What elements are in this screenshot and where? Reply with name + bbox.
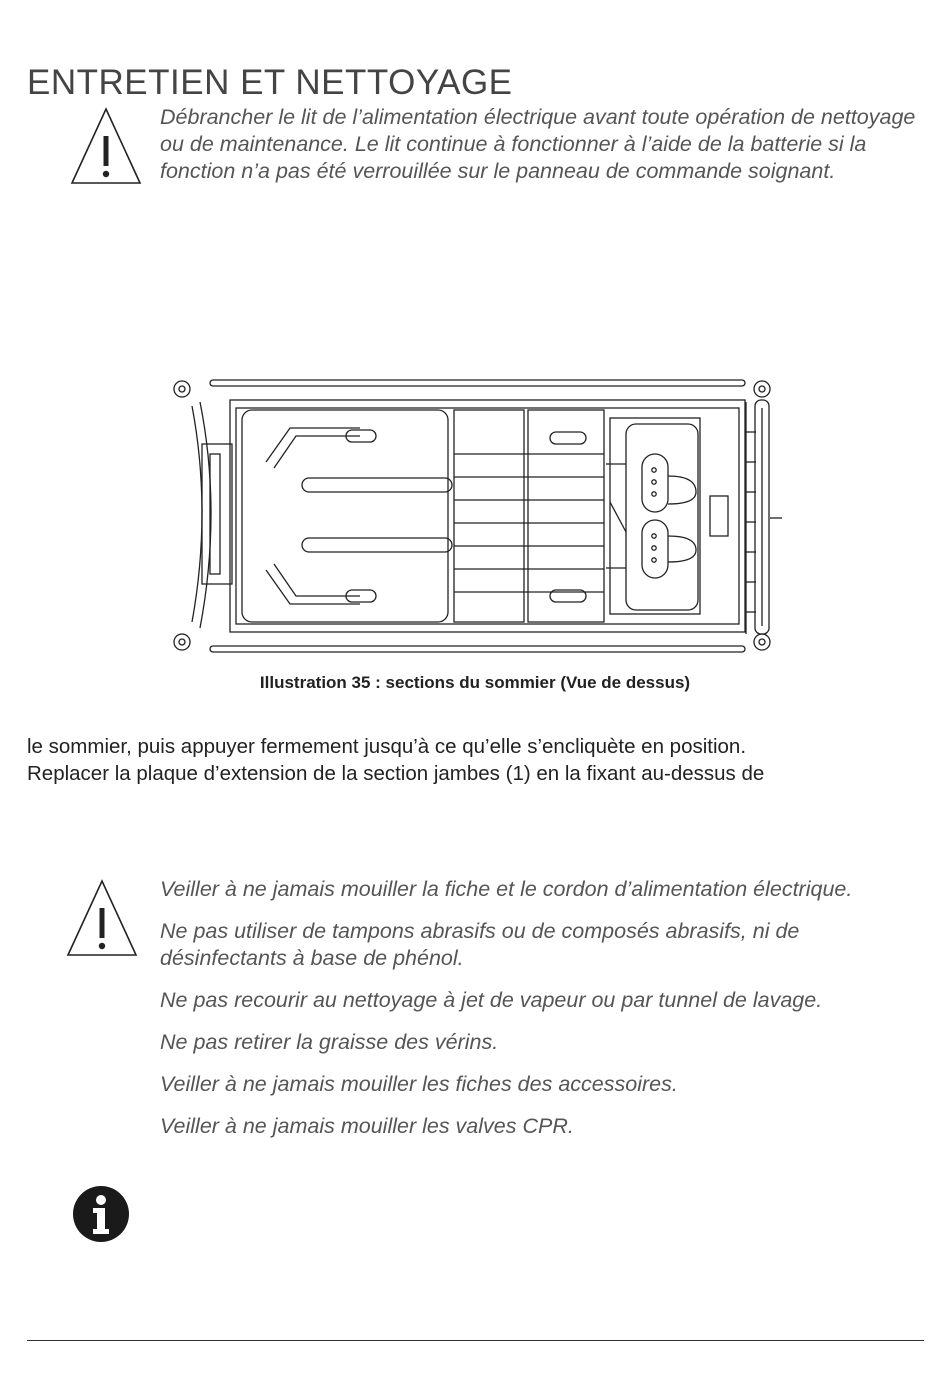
warning-item: Ne pas retirer la graisse des vérins. xyxy=(160,1030,499,1054)
warning-triangle-icon xyxy=(66,878,138,958)
warning-list-cleaning xyxy=(160,876,920,1155)
body-text-line: le sommier, puis appuyer fermement jusqu’à ce qu’elle s’encliquète en position. xyxy=(27,735,747,758)
bed-base-top-view-drawing xyxy=(170,372,785,662)
warning-text-power xyxy=(160,104,920,200)
warning-paragraph: Débrancher le lit de l’alimentation électrique avant toute opération de nettoyage ou de maintenance. Le lit continue à fonctionner à l’aide de la batterie si la fonction n’a pas été verrouillée sur le panneau de commande soignant. xyxy=(160,105,916,183)
warning-item: Veiller à ne jamais mouiller la fiche et le cordon d’alimentation électrique. xyxy=(160,877,853,901)
warning-item: Ne pas recourir au nettoyage à jet de vapeur ou par tunnel de lavage. xyxy=(160,988,823,1012)
warning-item: Veiller à ne jamais mouiller les fiches des accessoires. xyxy=(160,1072,678,1096)
page-title: ENTRETIEN ET NETTOYAGE xyxy=(27,63,513,103)
figure-caption: Illustration 35 : sections du sommier (Vue de dessus) xyxy=(259,673,691,692)
info-icon xyxy=(72,1185,130,1243)
warning-item: Ne pas utiliser de tampons abrasifs ou de composés abrasifs, ni de désinfectants à base de phénol. xyxy=(160,919,800,970)
warning-item: Veiller à ne jamais mouiller les valves CPR. xyxy=(160,1114,574,1138)
footer-rule xyxy=(27,1340,924,1341)
warning-triangle-icon xyxy=(70,106,142,186)
body-text-line: Replacer la plaque d’extension de la section jambes (1) en la fixant au-dessus de xyxy=(27,762,765,785)
